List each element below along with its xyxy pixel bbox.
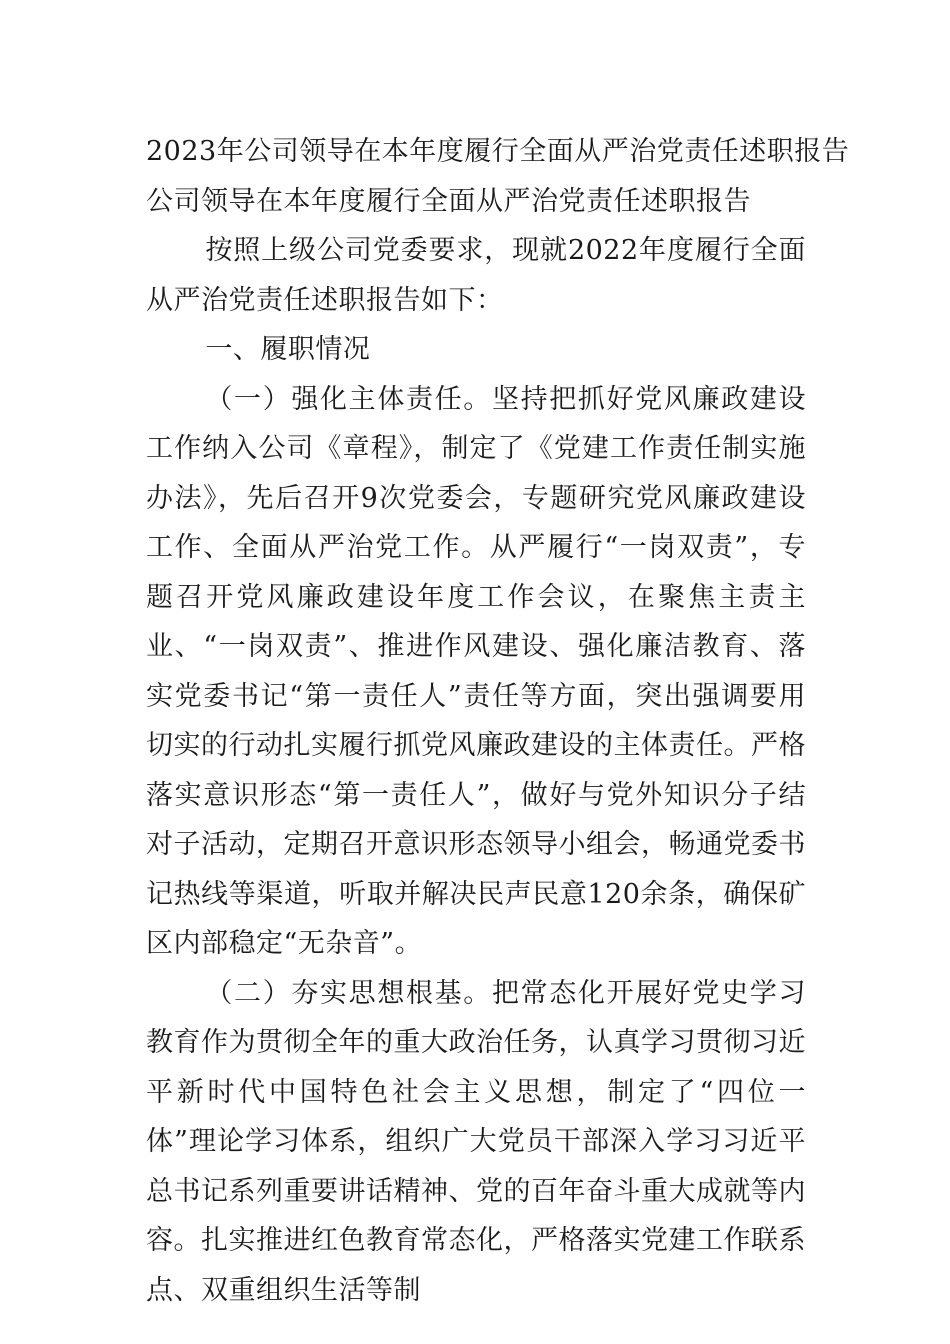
- paragraph-ideological-foundation: （二）夯实思想根基。把常态化开展好党史学习教育作为贯彻全年的重大政治任务，认真学习贯彻习近平新时代中国特色社会主义思想，制定了“四位一体”理论学习体系，组织广大党员干部深入学习习近平总书记系列重要讲话精神、党的百年奋斗重大成就等内容。扎实推进红色教育常态化，严格落实党建工作联系点、双重组织生活等制: [146, 977, 806, 1306]
- intro-paragraph: 按照上级公司党委要求，现就2022年度履行全面从严治党责任述职报告如下：: [146, 235, 806, 316]
- paragraph-main-responsibility: （一）强化主体责任。坚持把抓好党风廉政建设工作纳入公司《章程》，制定了《党建工作责任制实施办法》，先后召开9次党委会，专题研究党风廉政建设工作、全面从严治党工作。从严履行“一岗双责”，专题召开党风廉政建设年度工作会议，在聚焦主责主业、“一岗双责”、推进作风建设、强化廉洁教育、落实党委书记“第一责任人”责任等方面，突出强调要用切实的行动扎实履行抓党风廉政建设的主体责任。严格落实意识形态“第一责任人”，做好与党外知识分子结对子活动，定期召开意识形态领导小组会，畅通党委书记热线等渠道，听取并解决民声民意120余条，确保矿区内部稳定“无杂音”。: [146, 383, 806, 959]
- document-body: [146, 127, 850, 1315]
- document-title: 2023年公司领导在本年度履行全面从严治党责任述职报告: [146, 136, 850, 167]
- document-subtitle: 公司领导在本年度履行全面从严治党责任述职报告: [146, 185, 751, 217]
- section-heading: 一、履职情况: [205, 334, 371, 365]
